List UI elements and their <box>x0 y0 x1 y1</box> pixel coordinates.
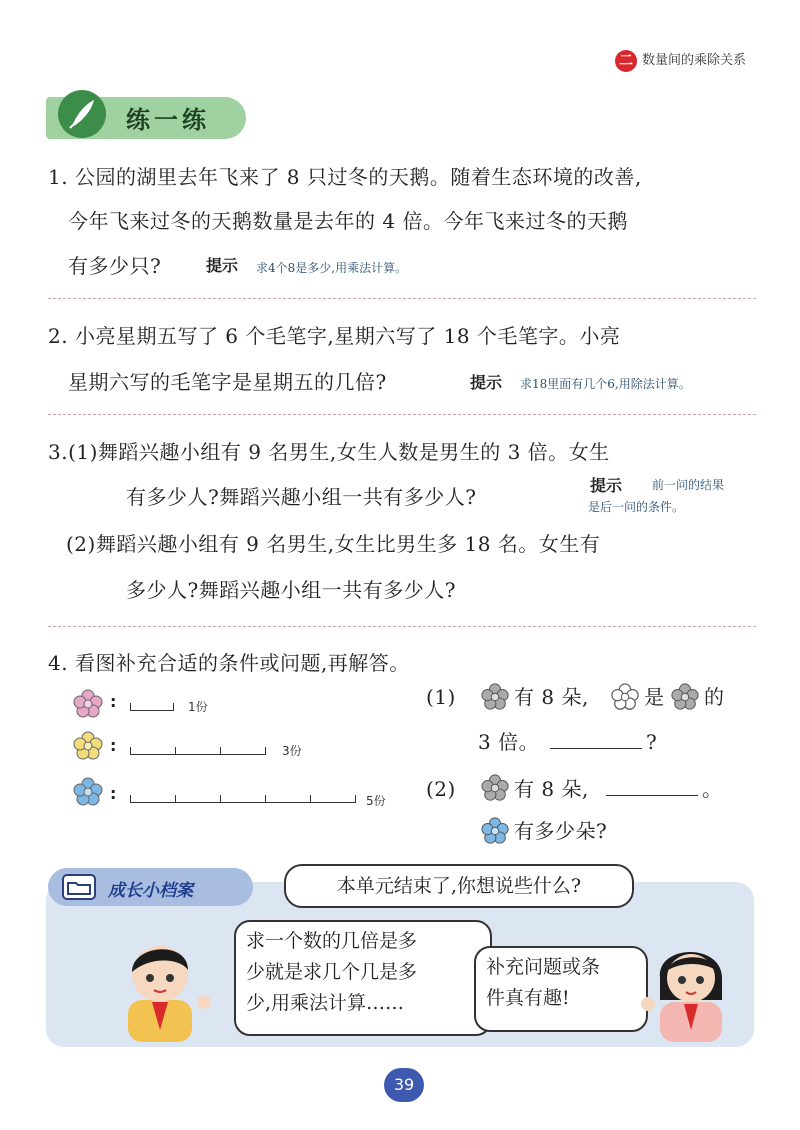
q3-part2-line2: 多少人?舞蹈兴趣小组一共有多少人? <box>126 578 456 602</box>
folder-icon <box>62 874 96 900</box>
q3-hint-label: 提示 <box>590 476 623 495</box>
answer-blank[interactable] <box>606 777 698 796</box>
chapter-badge: 二 <box>615 50 637 72</box>
girl-speech-line2: 件真有趣! <box>486 987 570 1009</box>
feather-pen-icon <box>58 90 106 138</box>
q4-sub1-text-a: 有 8 朵, <box>514 685 589 709</box>
q1-line3: 有多少只? <box>68 254 162 278</box>
prompt-text: 本单元结束了,你想说些什么? <box>336 875 582 897</box>
q2-line2: 星期六写的毛笔字是星期五的几倍? <box>68 370 387 394</box>
yellow-segment-bar <box>130 746 266 756</box>
prompt-bubble <box>284 864 634 908</box>
boy-speech-line1: 求一个数的几倍是多 <box>246 930 418 952</box>
blue-segment-bar <box>130 794 356 804</box>
yellow-parts-label: 3份 <box>282 744 302 758</box>
q2-line1: 2. 小亮星期五写了 6 个毛笔字,星期六写了 18 个毛笔字。小亮 <box>48 324 621 348</box>
separator <box>48 414 756 415</box>
colon: : <box>110 736 117 755</box>
gray-flower-icon <box>480 773 510 807</box>
blue-flower-icon <box>480 816 510 850</box>
chapter-title: 数量间的乘除关系 <box>642 53 747 68</box>
girl-illustration <box>632 930 742 1046</box>
q4-sub2-period: 。 <box>702 777 723 801</box>
q4-sub1-text-c: 的 <box>704 685 725 709</box>
growth-archive-title: 成长小档案 <box>108 881 193 901</box>
q3-hint-line1: 前一问的结果 <box>652 478 725 492</box>
q3-part1-line1: 3.(1)舞蹈兴趣小组有 9 名男生,女生人数是男生的 3 倍。女生 <box>48 440 610 464</box>
q3-hint-line2: 是后一问的条件。 <box>588 500 685 514</box>
q1-line2: 今年飞来过冬的天鹅数量是去年的 4 倍。今年飞来过冬的天鹅 <box>68 209 628 233</box>
boy-illustration <box>110 930 220 1046</box>
colon: : <box>110 692 117 711</box>
q4-sub2-text-a: 有 8 朵, <box>514 777 589 801</box>
page-number: 39 <box>384 1068 424 1102</box>
q3-part1-line2: 有多少人?舞蹈兴趣小组一共有多少人? <box>126 485 477 509</box>
q2-hint: 求18里面有几个6,用除法计算。 <box>520 377 691 391</box>
gray-flower-icon <box>670 682 700 716</box>
boy-speech-bubble <box>234 920 492 1036</box>
q4-sub1-number: (1) <box>426 685 456 709</box>
yellow-flower-icon <box>72 730 104 766</box>
blue-parts-label: 5份 <box>366 794 386 808</box>
q4-sub2-text-b: 有多少朵? <box>514 819 608 843</box>
colon: : <box>110 784 117 803</box>
girl-speech-bubble <box>474 946 648 1032</box>
q4-sub1-text-d: 3 倍。 <box>478 730 540 754</box>
q4-title: 4. 看图补充合适的条件或问题,再解答。 <box>48 651 410 675</box>
pink-parts-label: 1份 <box>188 700 208 714</box>
q2-hint-label: 提示 <box>470 373 503 392</box>
boy-speech-line3: 少,用乘法计算…… <box>246 992 405 1014</box>
separator <box>48 298 756 299</box>
q1-hint-label: 提示 <box>206 256 239 275</box>
gray-flower-icon <box>480 682 510 716</box>
answer-blank[interactable] <box>550 730 642 749</box>
separator <box>48 626 756 627</box>
pink-flower-icon <box>72 688 104 724</box>
blue-flower-icon <box>72 776 104 812</box>
section-title: 练一练 <box>126 106 210 134</box>
q3-part2-line1: (2)舞蹈兴趣小组有 9 名男生,女生比男生多 18 名。女生有 <box>66 532 601 556</box>
girl-speech-line1: 补充问题或条 <box>486 956 601 978</box>
q1-hint: 求4个8是多少,用乘法计算。 <box>256 261 408 275</box>
q4-sub1-text-b: 是 <box>644 685 665 709</box>
boy-speech-line2: 少就是求几个几是多 <box>246 961 418 983</box>
q1-line1: 1. 公园的湖里去年飞来了 8 只过冬的天鹅。随着生态环境的改善, <box>48 165 642 189</box>
outline-flower-icon <box>610 682 640 716</box>
pink-segment-bar <box>130 702 174 712</box>
q4-sub2-number: (2) <box>426 777 456 801</box>
q4-sub1-question-mark: ? <box>646 730 658 754</box>
